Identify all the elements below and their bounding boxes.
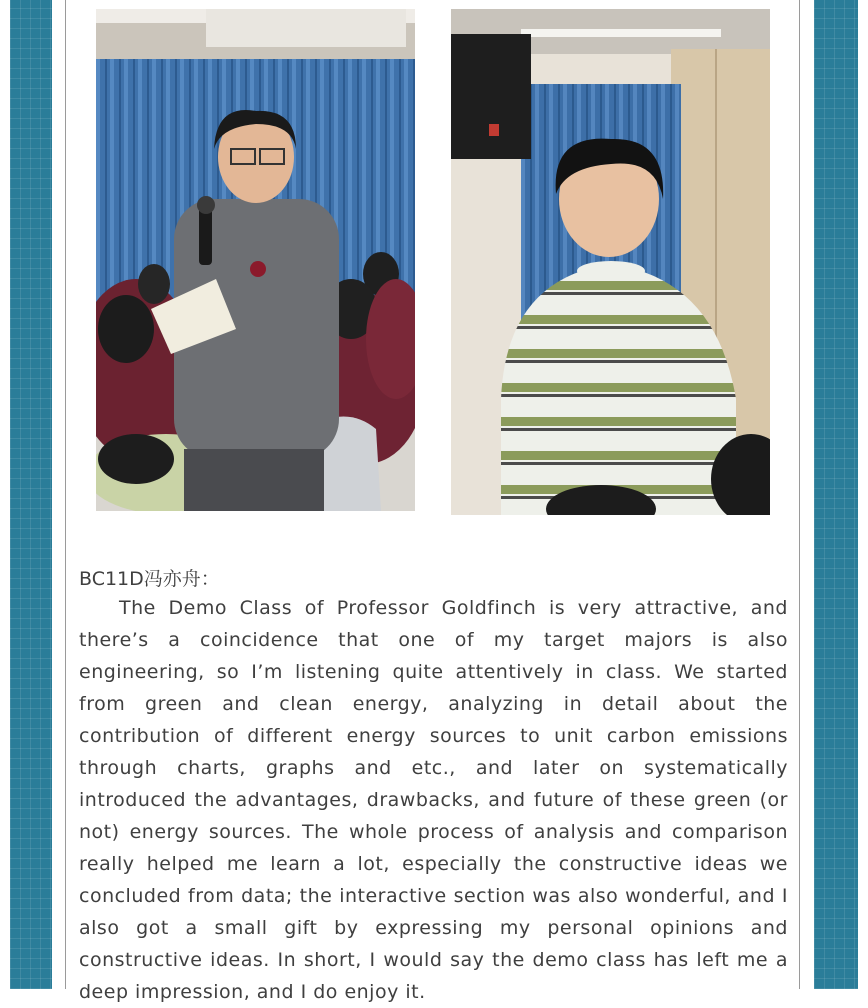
- article-content: [65, 0, 800, 1003]
- photo-student-with-microphone: [96, 9, 415, 511]
- speaker-name: BC11D冯亦舟：: [79, 568, 220, 590]
- side-panel-left: [10, 0, 52, 989]
- page-edge-left: [0, 0, 10, 989]
- side-panel-right: [814, 0, 858, 989]
- article-paragraph: The Demo Class of Professor Goldfinch is very attractive, and there’s a coincidence that one of my target majors is also engineering, so I’m listening quite attentively in class. We started from green and clean energy, analyzing in detail about the contribution of different energy sources to unit carbon emissions through charts, graphs and etc., and later on systematically introduced the advantages, drawbacks, and future of these green (or not) energy sources. The whole process of analysis and comparison really helped me learn a lot, especially the constructive ideas we concluded from data; the interactive section was also wonderful, and I also got a small gift by expressing my personal opinions and constructive ideas. In short, I would say the demo class has left me a deep impression, and I do enjoy it.: [79, 597, 788, 1003]
- page-edge-right: [858, 0, 868, 989]
- photo-student-striped-sweater: [451, 9, 770, 515]
